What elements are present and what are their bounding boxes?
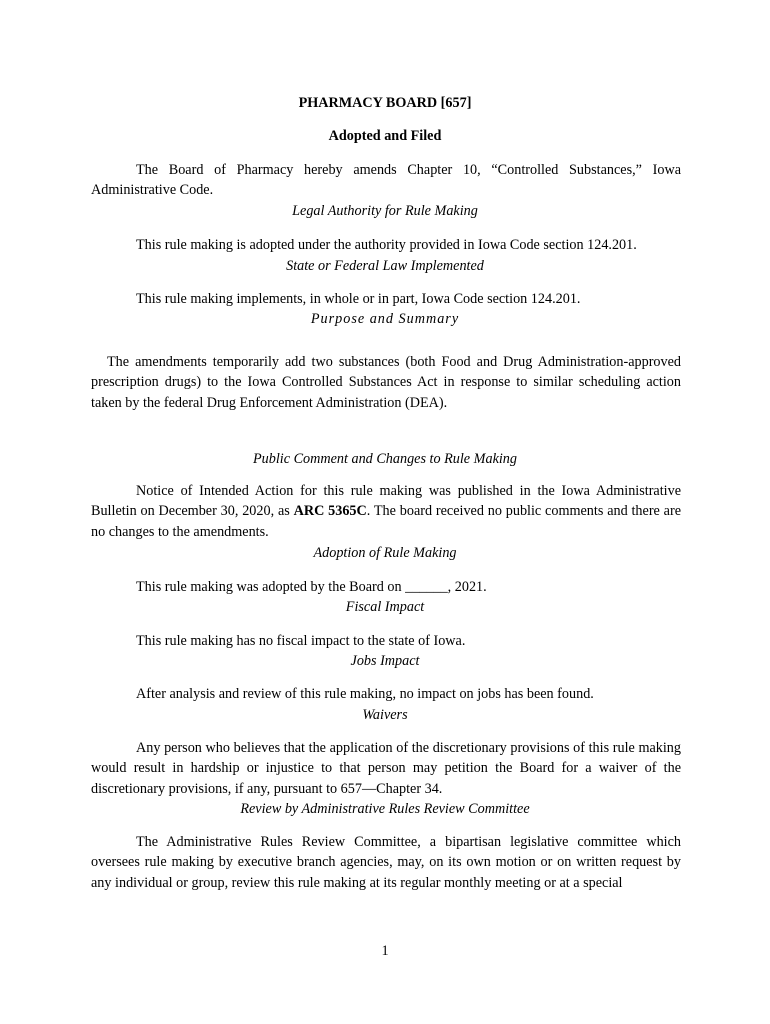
section-heading-purpose: Purpose and Summary: [310, 311, 460, 327]
document-title: PHARMACY BOARD [657]: [298, 95, 472, 111]
section-heading-arrc-review: Review by Administrative Rules Review Committee: [240, 801, 530, 817]
section-body-public-comment: Notice of Intended Action for this rule making was published in the Iowa Administrative Bulletin on December 30, 2020, as ARC 5365C. The board received no public comments and there are no changes to the amendments.: [91, 483, 681, 540]
section-heading-legal-authority: Legal Authority for Rule Making: [292, 203, 478, 219]
section-body-waivers: Any person who believes that the application of the discretionary provisions of this rule making would result in hardship or injustice to that person may petition the Board for a waiver of the discretionary provisions, if any, pursuant to 657—Chapter 34.: [91, 740, 681, 797]
page-number: 1: [381, 943, 389, 959]
intro-paragraph: The Board of Pharmacy hereby amends Chapter 10, “Controlled Substances,” Iowa Administrative Code.: [91, 162, 681, 199]
section-heading-jobs-impact: Jobs Impact: [350, 653, 420, 669]
section-heading-fiscal-impact: Fiscal Impact: [345, 599, 425, 615]
section-heading-waivers: Waivers: [362, 707, 408, 723]
section-body-fiscal-impact: This rule making has no fiscal impact to the state of Iowa.: [136, 633, 466, 649]
section-body-purpose: The amendments temporarily add two substances (both Food and Drug Administration-approved prescription drugs) to the Iowa Controlled Substances Act in response to similar scheduling action taken by the federal Drug Enforcement Administration (DEA).: [91, 354, 681, 411]
section-heading-public-comment: Public Comment and Changes to Rule Making: [252, 451, 517, 467]
section-body-arrc-review: The Administrative Rules Review Committee, a bipartisan legislative committee which oversees rule making by executive branch agencies, may, on its own motion or on written request by any individual or group, review this rule making at its regular monthly meeting or at a special: [91, 834, 681, 891]
section-body-legal-authority: This rule making is adopted under the authority provided in Iowa Code section 124.201.: [136, 237, 637, 253]
section-body-adoption: This rule making was adopted by the Board on ______, 2021.: [136, 579, 487, 595]
section-body-law-implemented: This rule making implements, in whole or in part, Iowa Code section 124.201.: [136, 291, 581, 307]
document-subtitle: Adopted and Filed: [328, 128, 442, 144]
section-heading-law-implemented: State or Federal Law Implemented: [286, 258, 484, 274]
arc-number: ARC 5365C: [293, 503, 367, 520]
section-heading-adoption: Adoption of Rule Making: [313, 545, 457, 561]
section-body-jobs-impact: After analysis and review of this rule making, no impact on jobs has been found.: [136, 686, 594, 702]
